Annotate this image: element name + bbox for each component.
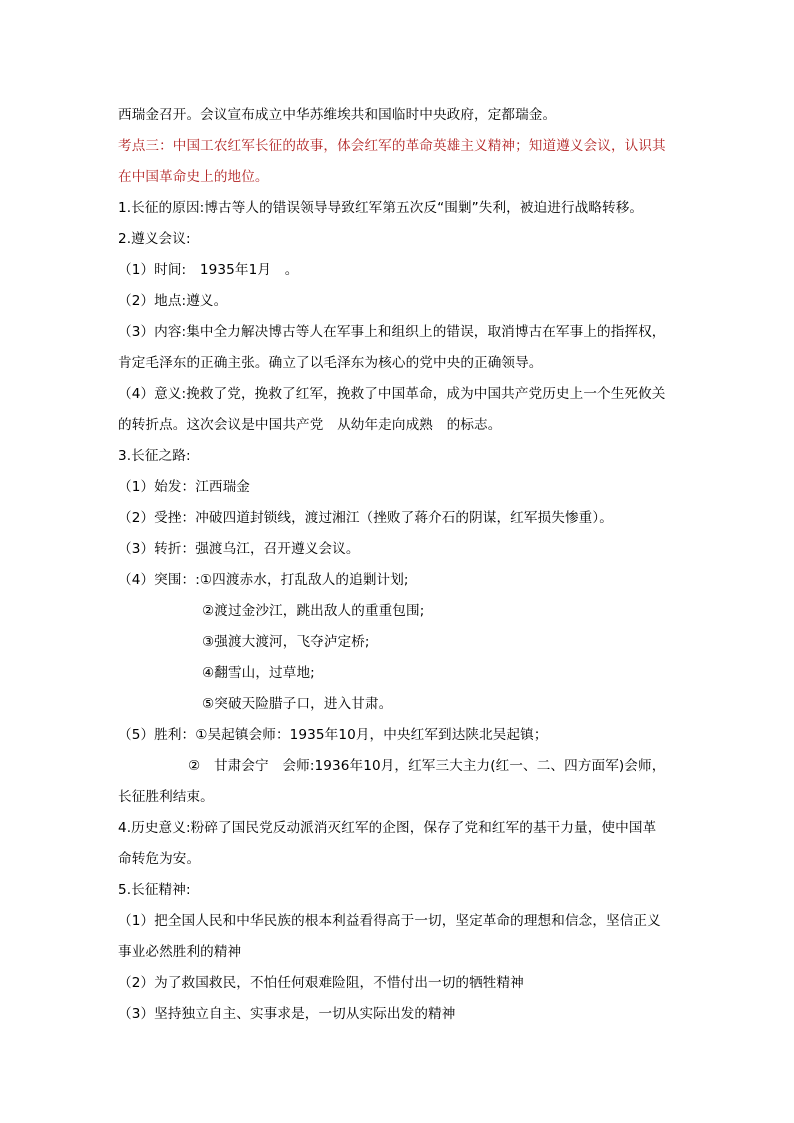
route-breakout-item: ③强渡大渡河，飞夺泸定桥; [202, 634, 370, 650]
route-victory-item: ② 甘肃会宁 会师:1936年10月，红军三大主力(红一、二、四方面军)会师， [188, 758, 666, 774]
exam-point-heading-cont: 在中国革命史上的地位。 [118, 169, 269, 185]
historical-significance-cont: 命转危为安。 [118, 851, 201, 867]
text-line: 西瑞金召开。会议宣布成立中华苏维埃共和国临时中央政府，定都瑞金。 [118, 107, 557, 123]
route-breakout-item: ④翻雪山，过草地; [202, 665, 315, 681]
route-victory: （5）胜利：①吴起镇会师：1935年10月，中央红军到达陕北吴起镇； [118, 727, 548, 743]
route-breakout-item: ⑤突破天险腊子口，进入甘肃。 [202, 696, 393, 712]
zunyi-heading: 2.遵义会议: [118, 231, 191, 247]
zunyi-significance-cont: 的转折点。这次会议是中国共产党 从幼年走向成熟 的标志。 [118, 417, 502, 433]
document-body [118, 100, 686, 1030]
spirit-item-cont: 事业必然胜利的精神 [118, 944, 242, 960]
spirit-item: （3）坚持独立自主、实事求是，一切从实际出发的精神 [118, 1006, 456, 1022]
route-breakout-item: ②渡过金沙江，跳出敌人的重重包围; [202, 603, 425, 619]
route-victory-cont: 长征胜利结束。 [118, 789, 214, 805]
route-heading: 3.长征之路: [118, 448, 191, 464]
spirit-item: （2）为了救国救民，不怕任何艰难险阻，不惜付出一切的牺牲精神 [118, 975, 524, 991]
exam-point-heading: 考点三：中国工农红军长征的故事，体会红军的革命英雄主义精神；知道遵义会议，认识其 [118, 138, 666, 154]
route-turning-point: （3）转折：强渡乌江，召开遵义会议。 [118, 541, 360, 557]
spirit-heading: 5.长征精神: [118, 882, 191, 898]
route-start: （1）始发：江西瑞金 [118, 479, 250, 495]
zunyi-significance: （4）意义:挽救了党，挽救了红军，挽救了中国革命，成为中国共产党历史上一个生死攸关 [118, 386, 666, 402]
zunyi-content-cont: 肯定毛泽东的正确主张。确立了以毛泽东为核心的党中央的正确领导。 [118, 355, 543, 371]
route-breakout: （4）突围：:①四渡赤水，打乱敌人的追剿计划; [118, 572, 409, 588]
zunyi-content: （3）内容:集中全力解决博古等人在军事上和组织上的错误，取消博古在军事上的指挥权， [118, 324, 666, 340]
route-setback: （2）受挫：冲破四道封锁线，渡过湘江（挫败了蒋介石的阴谋，红军损失惨重）。 [118, 510, 613, 526]
long-march-cause: 1.长征的原因:博古等人的错误领导导致红军第五次反“围剿”失利，被迫进行战略转移。 [118, 200, 644, 216]
zunyi-place: （2）地点:遵义。 [118, 293, 228, 309]
historical-significance: 4.历史意义:粉碎了国民党反动派消灭红军的企图，保存了党和红军的基干力量，使中国革 [118, 820, 657, 836]
zunyi-time: （1）时间: 1935年1月 。 [118, 262, 299, 278]
spirit-item: （1）把全国人民和中华民族的根本利益看得高于一切，坚定革命的理想和信念，坚信正义 [118, 913, 661, 929]
